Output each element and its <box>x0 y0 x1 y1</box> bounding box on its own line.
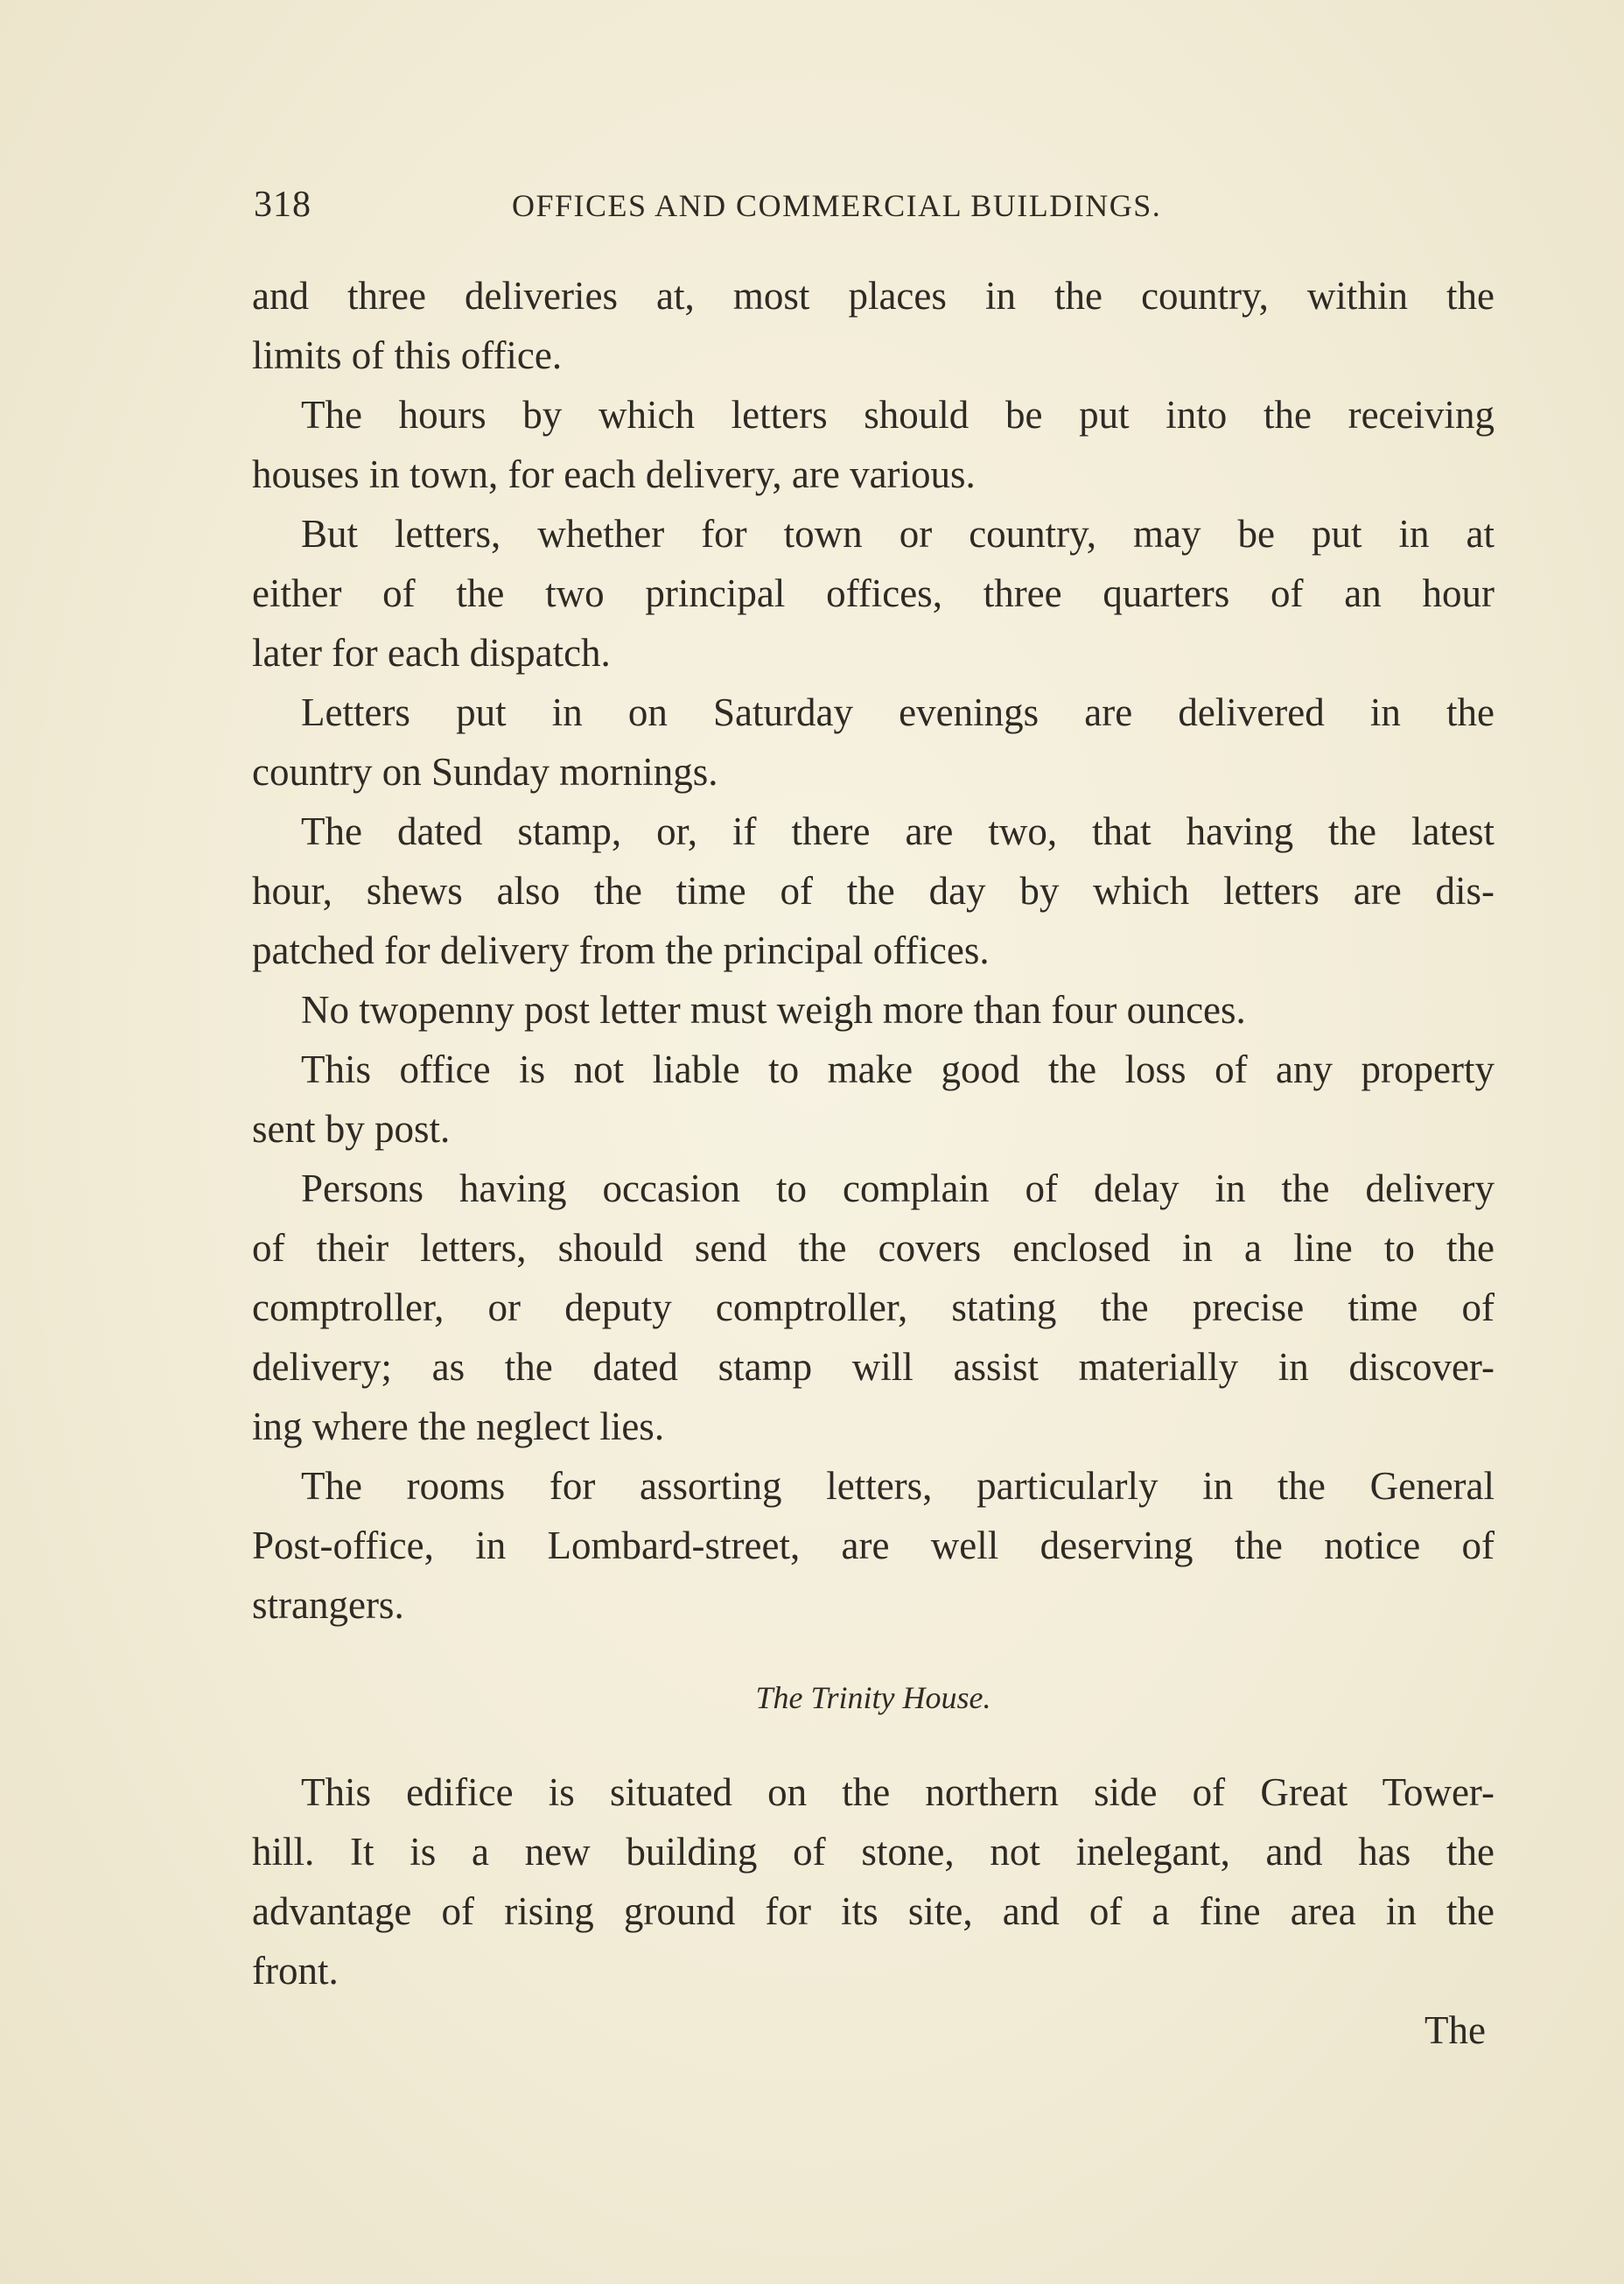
text-line: Post-office, in Lombard-street, are well deserving the notice of <box>252 1524 1494 1567</box>
text-line: front. <box>252 1949 339 1993</box>
text-line: of their letters, should send the covers enclosed in a line to the <box>252 1226 1494 1270</box>
text-line: country on Sunday mornings. <box>252 750 718 794</box>
text-line: sent by post. <box>252 1107 451 1151</box>
text-line: hill. It is a new building of stone, not inelegant, and has the <box>252 1830 1494 1874</box>
running-title: OFFICES AND COMMERCIAL BUILDINGS. <box>512 188 1162 223</box>
text-line: No twopenny post letter must weigh more than four ounces. <box>301 988 1246 1032</box>
section-heading: The Trinity House. <box>755 1680 991 1715</box>
text-line: patched for delivery from the principal offices. <box>252 928 990 972</box>
body-text <box>252 266 1494 2060</box>
text-line: The hours by which letters should be put into the receiving <box>301 393 1494 437</box>
text-line: and three deliveries at, most places in the country, within the <box>252 274 1494 318</box>
text-line: This office is not liable to make good the loss of any property <box>301 1047 1494 1091</box>
text-line: limits of this office. <box>252 333 563 377</box>
text-line: strangers. <box>252 1583 404 1627</box>
text-line: either of the two principal offices, three quarters of an hour <box>252 571 1494 615</box>
page-number: 318 <box>254 185 312 225</box>
text-line: ing where the neglect lies. <box>252 1405 665 1448</box>
text-line: advantage of rising ground for its site, and of a fine area in the <box>252 1889 1494 1933</box>
catchword: The <box>1424 2008 1486 2052</box>
text-line: comptroller, or deputy comptroller, stating the precise time of <box>252 1286 1494 1329</box>
text-line: delivery; as the dated stamp will assist materially in discover- <box>252 1345 1494 1389</box>
text-line: houses in town, for each delivery, are various. <box>252 452 976 496</box>
text-line: Letters put in on Saturday evenings are delivered in the <box>301 690 1494 734</box>
text-line: The rooms for assorting letters, particularly in the General <box>301 1464 1494 1508</box>
page-header <box>254 184 1234 236</box>
text-line: The dated stamp, or, if there are two, that having the latest <box>301 809 1494 853</box>
text-line: But letters, whether for town or country, may be put in at <box>301 512 1494 556</box>
text-line: This edifice is situated on the northern side of Great Tower- <box>301 1770 1494 1814</box>
text-line: hour, shews also the time of the day by which letters are dis- <box>252 869 1494 913</box>
text-line: Persons having occasion to complain of delay in the delivery <box>301 1167 1494 1210</box>
text-line: later for each dispatch. <box>252 631 611 675</box>
